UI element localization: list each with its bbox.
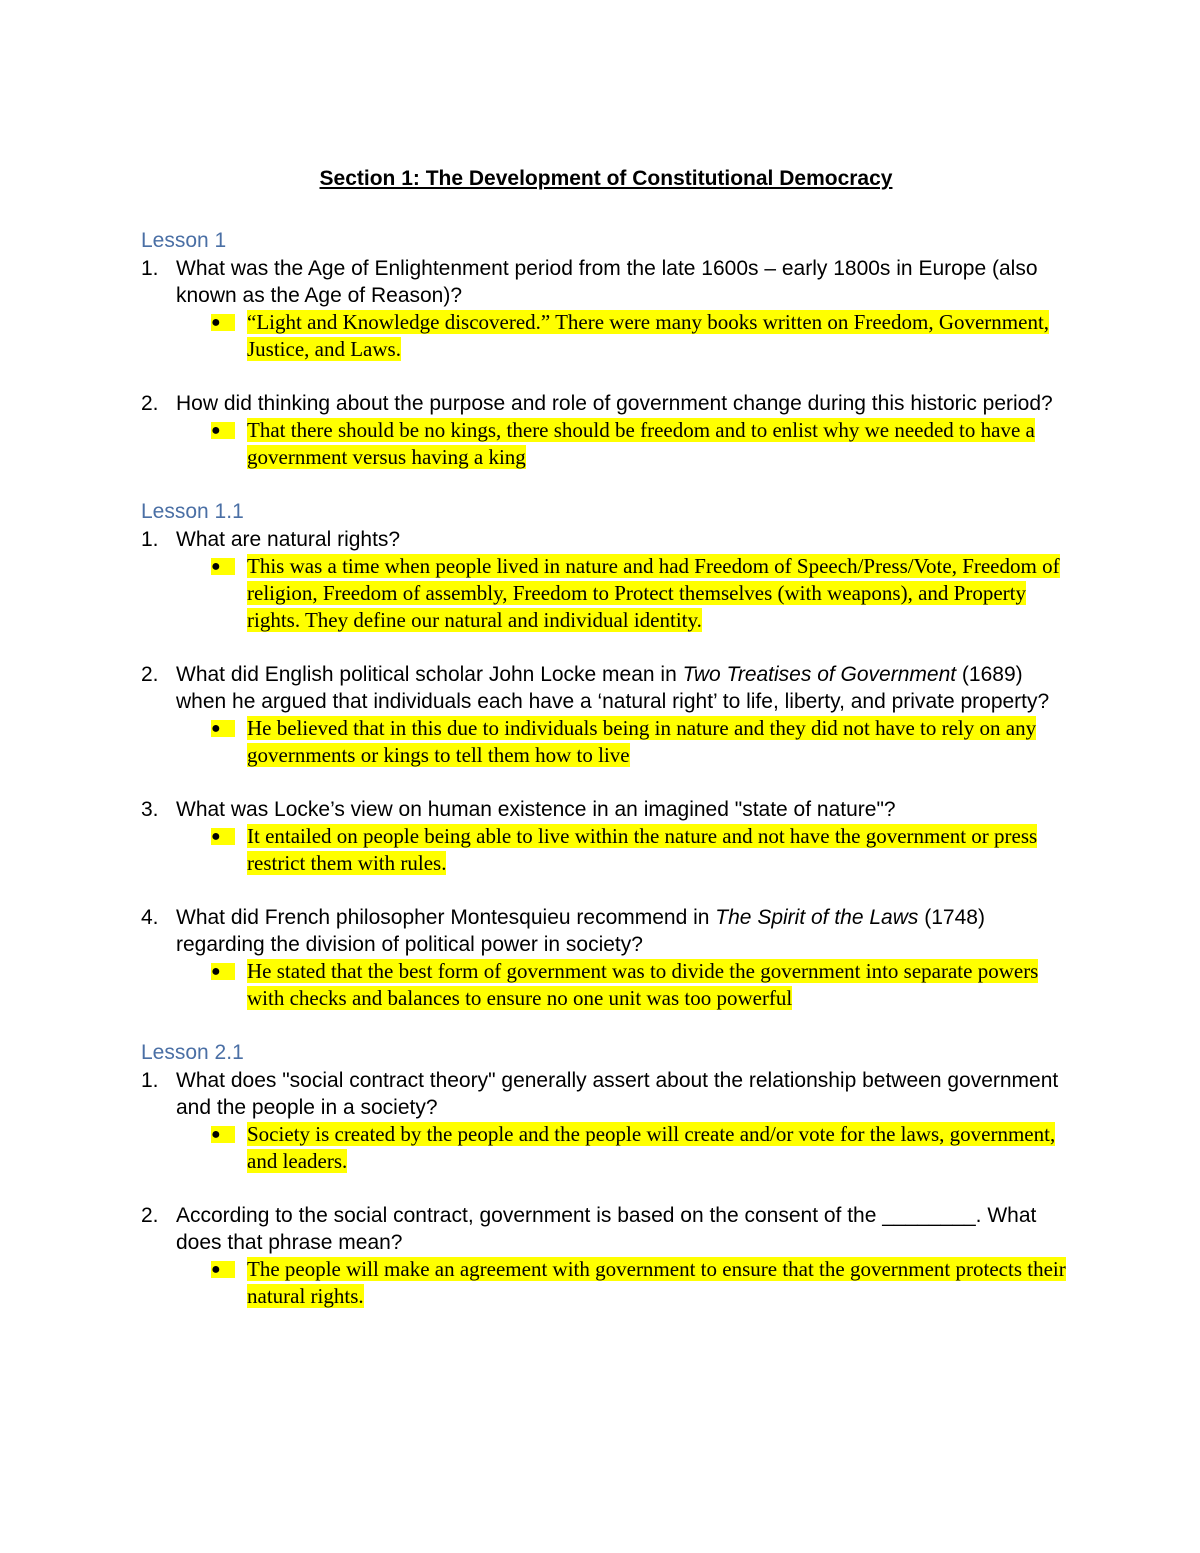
question-text: What was the Age of Enlightenment period from the late 1600s – early 1800s in Europe (also known as the Age of Reason)? bbox=[176, 257, 1038, 307]
question bbox=[141, 255, 1071, 309]
answer-text: That there should be no kings, there should be freedom and to enlist why we needed to have a government versus having a king bbox=[247, 418, 1035, 469]
question-text: What was Locke’s view on human existence in an imagined "state of nature"? bbox=[176, 798, 896, 821]
question-text: How did thinking about the purpose and role of government change during this historic period? bbox=[176, 392, 1053, 415]
lesson-heading: Lesson 1 bbox=[141, 229, 227, 252]
bullet-icon: ● bbox=[211, 1256, 247, 1310]
answer-text: “Light and Knowledge discovered.” There were many books written on Freedom, Government, Justice, and Laws. bbox=[247, 310, 1050, 361]
question-number: 1. bbox=[141, 528, 159, 551]
question-text: What are natural rights? bbox=[176, 528, 401, 551]
question-number: 1. bbox=[141, 1069, 159, 1092]
answer-item bbox=[211, 1256, 1071, 1310]
page-title: Section 1: The Development of Constitutional Democracy bbox=[319, 167, 893, 190]
bullet-icon: ● bbox=[211, 553, 247, 634]
question bbox=[141, 661, 1071, 715]
bullet-icon: ● bbox=[211, 715, 247, 769]
question bbox=[141, 526, 1071, 553]
question-text: What did English political scholar John Locke mean in Two Treatises of Government (1689) when he argued that individuals each have a ‘natural right’ to life, liberty, and private property? bbox=[176, 663, 1050, 713]
answer-text: He believed that in this due to individuals being in nature and they did not have to rely on any governments or kings to tell them how to live bbox=[247, 716, 1037, 767]
lesson-heading: Lesson 2.1 bbox=[141, 1041, 244, 1064]
answer-text: This was a time when people lived in nature and had Freedom of Speech/Press/Vote, Freedom of religion, Freedom of assembly, Freedom to Protect themselves (with weapons), and Property rights. They define our natural and individual identity. bbox=[247, 554, 1060, 632]
answer-text: He stated that the best form of government was to divide the government into separate powers with checks and balances to ensure no one unit was too powerful bbox=[247, 959, 1039, 1010]
question-number: 2. bbox=[141, 663, 159, 686]
bullet-icon: ● bbox=[211, 309, 247, 363]
question-text: According to the social contract, government is based on the consent of the ________. What does that phrase mean? bbox=[176, 1204, 1037, 1254]
answer-item bbox=[211, 553, 1071, 634]
document-page bbox=[141, 165, 1071, 1310]
question-text: What did French philosopher Montesquieu recommend in The Spirit of the Laws (1748) regarding the division of political power in society? bbox=[176, 906, 985, 956]
bullet-icon: ● bbox=[211, 417, 247, 471]
question bbox=[141, 390, 1071, 417]
book-title: Two Treatises of Government bbox=[682, 663, 957, 686]
question-number: 4. bbox=[141, 906, 159, 929]
bullet-icon: ● bbox=[211, 823, 247, 877]
answer-text: Society is created by the people and the people will create and/or vote for the laws, government, and leaders. bbox=[247, 1122, 1056, 1173]
bullet-icon: ● bbox=[211, 958, 247, 1012]
answer-item bbox=[211, 715, 1071, 769]
question-number: 2. bbox=[141, 392, 159, 415]
book-title: The Spirit of the Laws bbox=[715, 906, 919, 929]
question-number: 2. bbox=[141, 1204, 159, 1227]
answer-text: It entailed on people being able to live within the nature and not have the government or press restrict them with rules. bbox=[247, 824, 1038, 875]
question bbox=[141, 1067, 1071, 1121]
answer-text: The people will make an agreement with government to ensure that the government protects their natural rights. bbox=[247, 1257, 1066, 1308]
question bbox=[141, 796, 1071, 823]
question bbox=[141, 904, 1071, 958]
answer-item bbox=[211, 417, 1071, 471]
bullet-icon: ● bbox=[211, 1121, 247, 1175]
question-text: What does "social contract theory" generally assert about the relationship between government and the people in a society? bbox=[176, 1069, 1059, 1119]
question-number: 1. bbox=[141, 257, 159, 280]
lesson-heading: Lesson 1.1 bbox=[141, 500, 244, 523]
answer-item bbox=[211, 309, 1071, 363]
question-number: 3. bbox=[141, 798, 159, 821]
answer-item bbox=[211, 958, 1071, 1012]
answer-item bbox=[211, 823, 1071, 877]
answer-item bbox=[211, 1121, 1071, 1175]
question bbox=[141, 1202, 1071, 1256]
